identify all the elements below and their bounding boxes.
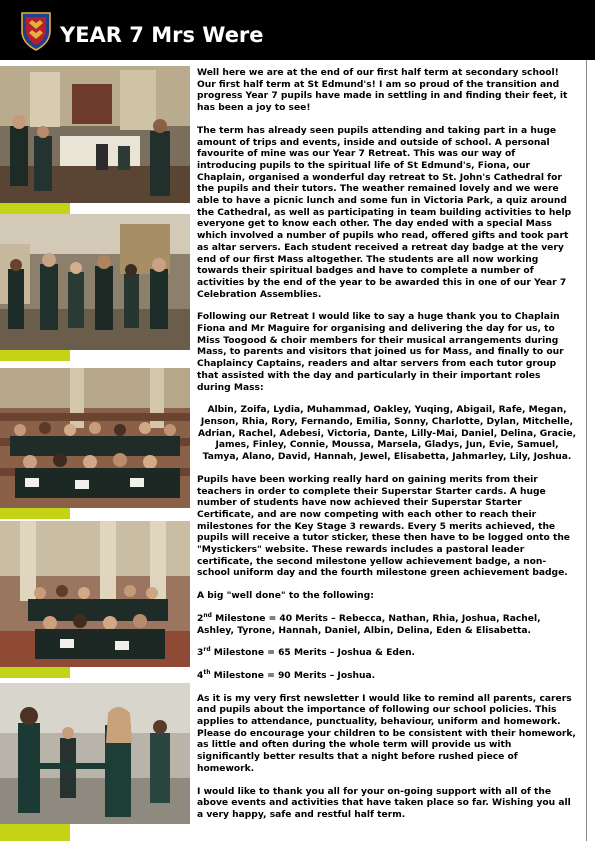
well-done-heading: A big "well done" to the following:	[197, 591, 374, 602]
merits-paragraph: Pupils have been working really hard on gaining merits from their teachers in order to complete their Superstar Starter cards. A huge number of students have now achieved their Superstar Starter Certificate, and are now competing with each other to reach their milestones for the Key Stage 3 rewards. Every 5 merits achieved, the pupils will receive a tutor sticker, these then have to be logged onto the "Mystickers" website. These rewards includes a pastoral leader certificate, the second milestone yellow achievement badge, a non-school uniform day and the fourth milestone green achievement badge.	[197, 474, 570, 579]
page-edge-line	[586, 60, 587, 841]
policies-paragraph: As it is my very first newsletter I would like to remind all parents, carers and pupils about the importance of following our school policies. This applies to attendance, punctuality, behaviour, uniform and homework. Please do encourage your children to be consistent with their homework, as little and often during the whole term will provide us with significantly better results that a night before rushed piece of homework.	[197, 693, 576, 774]
accent-bar	[0, 203, 70, 214]
intro-paragraph: Well here we are at the end of our first half term at secondary school! Our first half term at St Edmund's! I am so proud of the transition and progress Year 7 pupils have made in settling in and finding their feet, it has been a joy to see!	[197, 68, 568, 114]
milestone-item: 2nd Milestone = 40 Merits – Rebecca, Nathan, Rhia, Joshua, Rachel, Ashley, Tyrone, Hannah, Daniel, Albin, Delina, Eden & Elisabetta.	[197, 611, 541, 636]
page-header	[0, 0, 595, 60]
photo-pupils-dancing	[0, 683, 190, 824]
retreat-paragraph: The term has already seen pupils attending and taking part in a huge amount of trips and events, inside and outside of school. A personal favourite of mine was our Year 7 Retreat. This was our way of introducing pupils to the spiritual life of St Edmund's, Fiona, our Chaplain, organised a wonderful day retreat to St. John's Cathedral for the pupils and their tutors. The weather remained lovely and we were able to have a picnic lunch and some fun in Victoria Park, a quiz around the Cathedral, as well as participating in team building activities to help everyone get to know each other. The day ended with a special Mass which involved a number of pupils who read, offered gifts and took part as altar servers. Each student received a retreat day badge at the very end of our first Mass altogether. The students are all now working towards their spiritual badges and have to complete a number of activities by the end of the year to be awarded this in one of our Year 7 Celebration Assemblies.	[197, 125, 572, 300]
photo-chapel-altar	[0, 66, 190, 203]
article-body	[197, 68, 577, 833]
photo-church-nave	[0, 521, 190, 667]
milestone-item: 4th Milestone = 90 Merits – Joshua.	[197, 668, 376, 681]
milestone-item: 3rd Milestone = 65 Merits – Joshua & Eden.	[197, 646, 416, 659]
altar-servers-names: Albin, Zoifa, Lydia, Muhammad, Oakley, Yuqing, Abigail, Rafe, Megan, Jenson, Rhia, Rory, Fernando, Emilia, Sonny, Charlotte, Dylan, Mitchelle, Adrian, Rachel, Adebesi, Victoria, Dante, Lilly-Mai, Daniel, Delina, Gracie, James, Finley, Connie, Moussa, Marsela, Gladys, Jun, Evie, Samuel, Tamya, Alano, David, Hannah, Jewel, Elisabetta, Jahmarley, Lily, Joshua.	[197, 405, 577, 463]
photo-cathedral-pupils	[0, 214, 190, 350]
thanks-paragraph: Following our Retreat I would like to say a huge thank you to Chaplain Fiona and Mr Maguire for organising and delivering the day for us, to Miss Toogood & choir members for their musical arrangements during Mass, to parents and visitors that joined us for Mass, and finally to our Chaplaincy Captains, readers and altar servers from each tutor group that assisted with the day and particularly in their important roles during Mass:	[197, 312, 564, 393]
photo-pupils-in-pews	[0, 368, 190, 508]
school-crest-icon	[20, 11, 52, 51]
accent-bar	[0, 508, 70, 519]
accent-bar	[0, 824, 70, 841]
page-title: YEAR 7 Mrs Were	[60, 23, 264, 47]
accent-bar	[0, 667, 70, 678]
milestone-list	[197, 611, 577, 683]
closing-paragraph: I would like to thank you all for your on-going support with all of the above events and activities that have taken place so far. Wishing you all a very happy, safe and restful half term.	[197, 786, 571, 820]
accent-bar	[0, 350, 70, 361]
